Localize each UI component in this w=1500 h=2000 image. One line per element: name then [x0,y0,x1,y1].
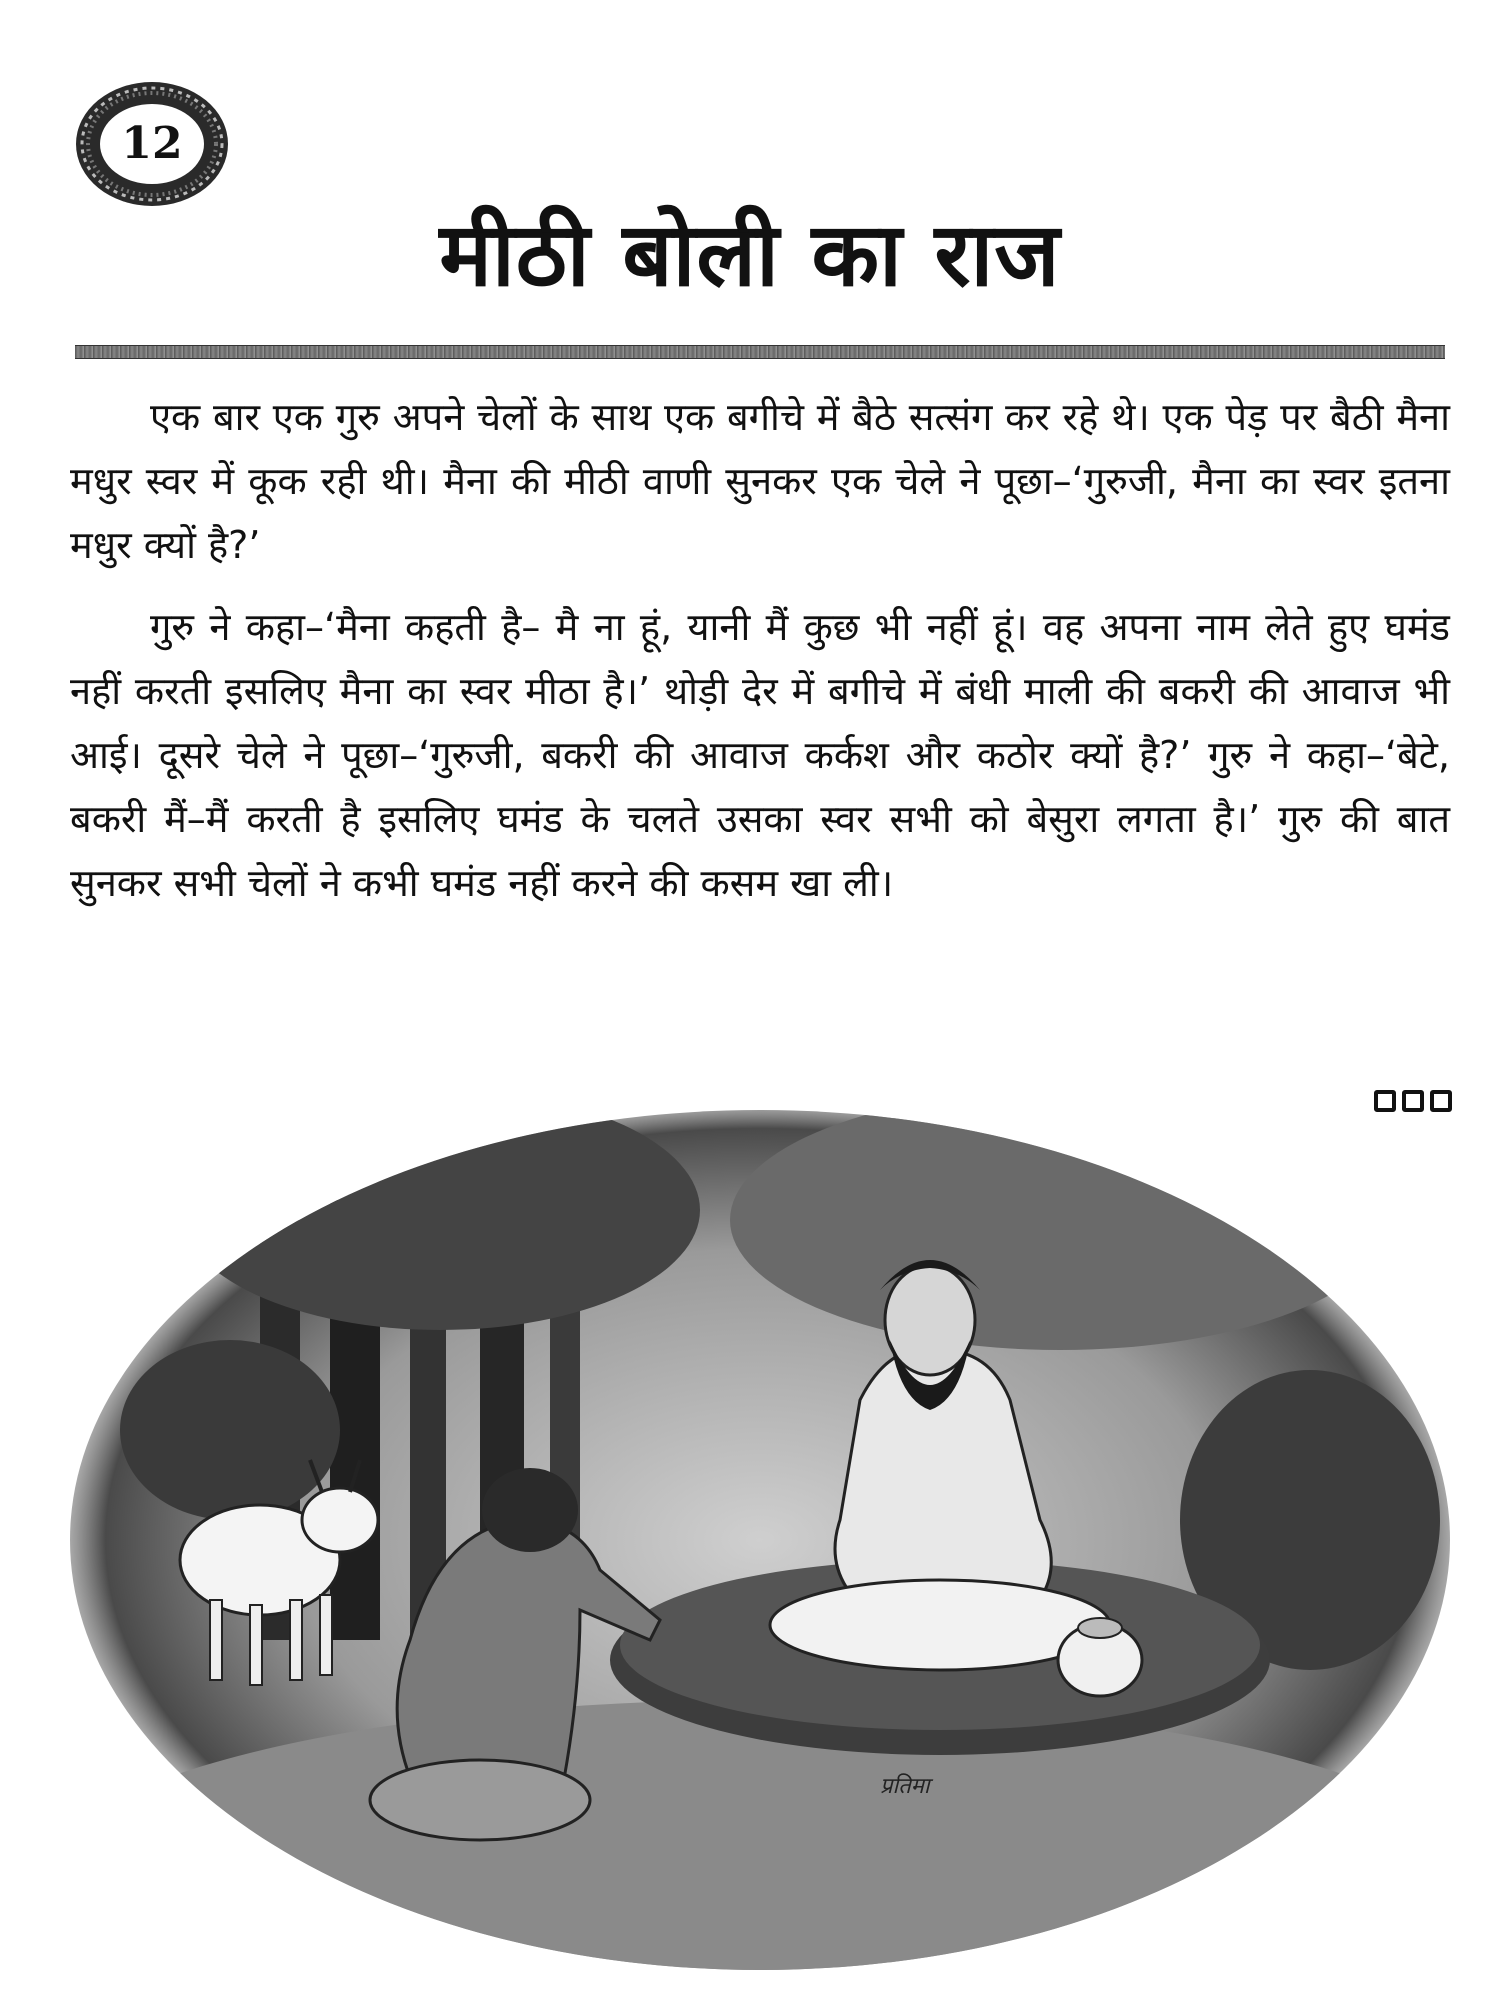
story-paragraph-2: गुरु ने कहा–‘मैना कहती है– मै ना हूं, यानी मैं कुछ भी नहीं हूं। वह अपना नाम लेते हुए घमंड नहीं करती इसलिए मैना का स्वर मीठा है।’ थोड़ी देर में बगीचे में बंधी माली की बकरी की आवाज भी आई। दूसरे चेले ने पूछा–‘गुरुजी, बकरी की आवाज कर्कश और कठोर क्यों है?’ गुरु ने कहा–‘बेटे, बकरी मैं–मैं करती है इसलिए घमंड के चलते उसका स्वर सभी को बेसुरा लगता है।’ गुरु की बात सुनकर सभी चेलों ने कभी घमंड नहीं करने की कसम खा ली। [70,605,1450,905]
page-number: 12 [121,118,183,169]
story-body [70,385,1450,933]
page-title: मीठी बोली का राज [439,203,1061,306]
story-paragraph-1: एक बार एक गुरु अपने चेलों के साथ एक बगीचे में बैठे सत्संग कर रहे थे। एक पेड़ पर बैठी मैना मधुर स्वर में कूक रही थी। मैना की मीठी वाणी सुनकर एक चेले ने पूछा–‘गुरुजी, मैना का स्वर इतना मधुर क्यों है?’ [70,395,1450,567]
artist-signature: प्रतिमा [880,1774,930,1799]
guru-disciple-goat-illustration [60,1100,1460,1980]
title-divider [75,345,1445,359]
story-illustration [60,1100,1460,1980]
page-number-badge [72,78,232,210]
